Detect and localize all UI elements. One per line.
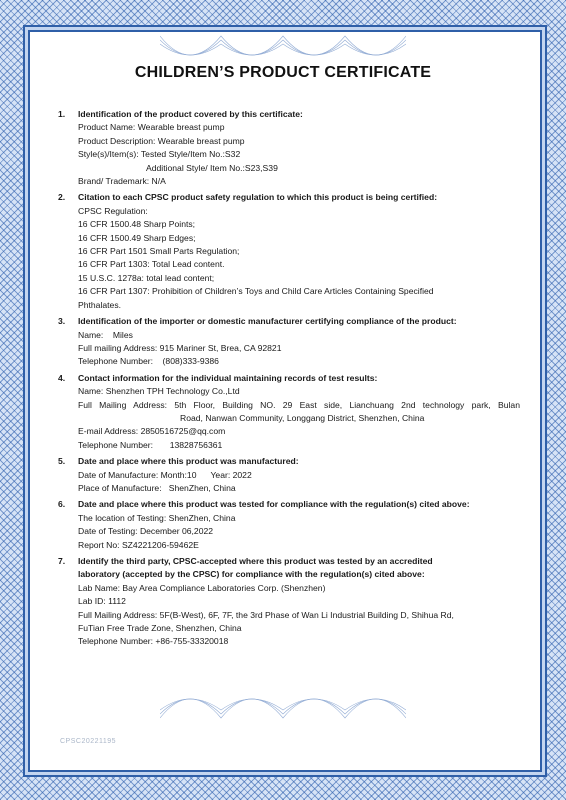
section-heading: Identification of the product covered by this certificate:: [78, 109, 303, 119]
section-number: 4.: [58, 372, 66, 383]
certificate-title: CHILDREN’S PRODUCT CERTIFICATE: [134, 64, 432, 81]
watermark-serial: CPSC20221195: [60, 738, 117, 745]
lab-id: Lab ID: 1112: [78, 596, 126, 607]
manufacture-place: Place of Manufacture: ShenZhen, China: [78, 482, 236, 493]
section-5: [58, 455, 520, 495]
section-7: [58, 555, 520, 649]
guilloche-ornament-bottom: [160, 680, 406, 720]
regulation-line: 15 U.S.C. 1278a: total lead content;: [78, 272, 215, 283]
section-number: 5.: [58, 456, 66, 467]
lab-name: Lab Name: Bay Area Compliance Laboratories Corp. (Shenzhen): [78, 582, 326, 593]
section-number: 2.: [58, 192, 66, 203]
section-number: 1.: [58, 109, 66, 119]
section-number: 6.: [58, 499, 66, 510]
section-heading: Identify the third party, CPSC-accepted where this product was tested by an accredited: [78, 556, 433, 566]
section-heading: Date and place where this product was tested for compliance with the regulation(s) cited above:: [78, 499, 470, 510]
additional-style: Additional Style/ Item No.:S23,S39: [146, 162, 278, 173]
regulation-line: 16 CFR 1500.49 Sharp Edges;: [78, 232, 196, 243]
section-4: [58, 372, 520, 452]
brand-trademark: Brand/ Trademark: N/A: [78, 176, 166, 187]
section-heading: Identification of the importer or domestic manufacturer certifying compliance of the product:: [78, 316, 457, 327]
importer-address: Full mailing Address: 915 Mariner St, Brea, CA 92821: [78, 342, 282, 353]
regulation-line: Phthalates.: [78, 299, 121, 310]
section-6: [58, 498, 520, 552]
section-1: [58, 108, 520, 188]
section-heading: Citation to each CPSC product safety regulation to which this product is being certified:: [78, 192, 438, 203]
records-name: Name: Shenzhen TPH Technology Co.,Ltd: [78, 386, 240, 397]
manufacture-month: Date of Manufacture: Month:10: [78, 469, 197, 480]
regulation-line: CPSC Regulation:: [78, 205, 148, 216]
manufacture-year: Year: 2022: [210, 469, 252, 480]
section-2: [58, 191, 520, 312]
section-3: [58, 315, 520, 369]
section-heading: Date and place where this product was manufactured:: [78, 456, 299, 467]
regulation-line: 16 CFR Part 1307: Prohibition of Children’s Toys and Child Care Articles Containing Specified: [78, 286, 434, 297]
regulation-line: 16 CFR Part 1303: Total Lead content.: [78, 259, 225, 270]
records-address-line2: Road, Nanwan Community, Longgang District, Shenzhen, China: [180, 412, 425, 423]
certificate-content: [58, 108, 520, 652]
regulation-line: 16 CFR Part 1501 Small Parts Regulation;: [78, 246, 240, 257]
section-number: 7.: [58, 556, 66, 566]
manufacture-date: [78, 469, 520, 482]
testing-date: Date of Testing: December 06,2022: [78, 526, 214, 537]
importer-telephone: Telephone Number: (808)333-9386: [78, 356, 219, 367]
records-address-line1: Full Mailing Address: 5th Floor, Building NO. 29 East side, Lianchuang 2nd technology park, Bulan: [78, 399, 520, 410]
lab-address-line2: FuTian Free Trade Zone, Shenzhen, China: [78, 623, 242, 634]
tested-style: Style(s)/Item(s): Tested Style/Item No.:S32: [78, 149, 241, 160]
section-number: 3.: [58, 316, 66, 327]
records-email: E-mail Address: 2850516725@qq.com: [78, 426, 226, 437]
importer-name: Name: Miles: [78, 329, 133, 340]
section-heading: Contact information for the individual maintaining records of test results:: [78, 372, 378, 383]
section-heading-cont: laboratory (accepted by the CPSC) for compliance with the regulation(s) cited above:: [78, 569, 425, 580]
report-number: Report No: SZ4221206-59462E: [78, 539, 199, 550]
lab-telephone: Telephone Number: +86-755-33320018: [78, 636, 229, 647]
product-name: Product Name: Wearable breast pump: [78, 122, 225, 133]
records-telephone: Telephone Number: 13828756361: [78, 439, 223, 450]
regulation-line: 16 CFR 1500.48 Sharp Points;: [78, 219, 196, 230]
lab-address-line1: Full Mailing Address: 5F(B-West), 6F, 7F, the 3rd Phase of Wan Li Industrial Building D, Shihua Rd,: [78, 609, 454, 620]
testing-location: The location of Testing: ShenZhen, China: [78, 512, 236, 523]
product-description: Product Description: Wearable breast pump: [78, 135, 245, 146]
